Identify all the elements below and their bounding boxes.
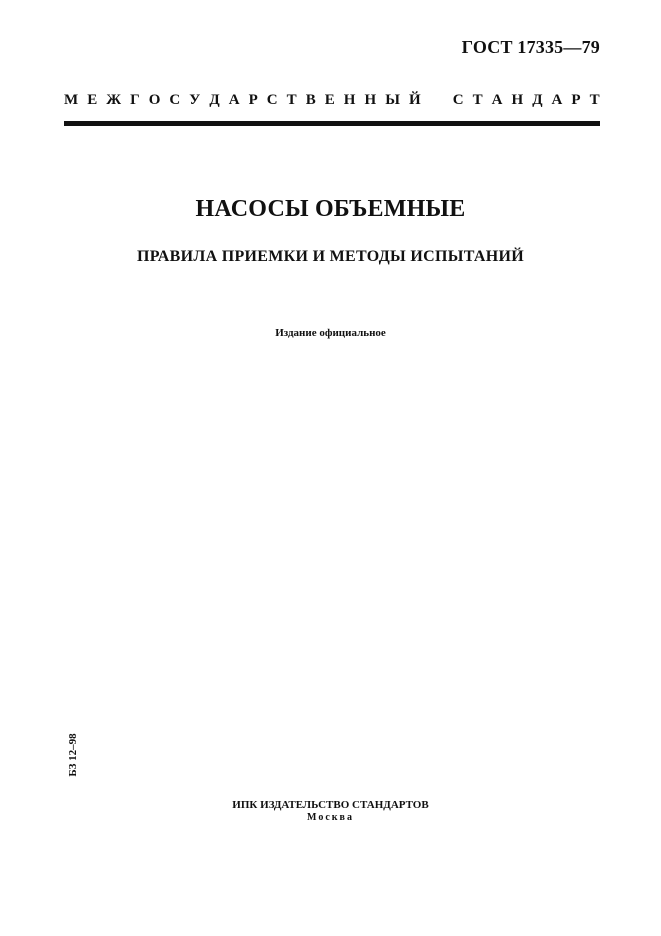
heading-letter: Т: [589, 92, 600, 108]
heading-letter: Р: [248, 92, 258, 108]
heading-letter: А: [551, 92, 563, 108]
heading-letter: Н: [343, 92, 356, 108]
heading-letter: Ж: [106, 92, 122, 108]
heading-letter: Е: [87, 92, 98, 108]
heading-letter: С: [266, 92, 278, 108]
edition-note: Издание официальное: [275, 327, 386, 339]
heading-letter: У: [189, 92, 201, 108]
heading-letter: Р: [571, 92, 581, 108]
document-number: ГОСТ 17335—79: [461, 37, 600, 57]
heading-letter: Г: [130, 92, 140, 108]
side-code: БЗ 12–98: [67, 733, 79, 777]
standard-type-heading: [64, 92, 600, 109]
heading-letter: Д: [532, 92, 543, 108]
heading-letter: Н: [511, 92, 524, 108]
heading-letter: В: [305, 92, 316, 108]
publisher-name: ИПК ИЗДАТЕЛЬСТВО СТАНДАРТОВ: [232, 799, 429, 811]
heading-letter: Д: [209, 92, 220, 108]
heading-letter: А: [491, 92, 503, 108]
heading-letter: О: [148, 92, 161, 108]
main-title: НАСОСЫ ОБЪЕМНЫЕ: [195, 196, 466, 222]
header-divider: [64, 121, 600, 126]
heading-letter: Й: [408, 92, 421, 108]
heading-letter: Н: [364, 92, 377, 108]
heading-letter: Е: [324, 92, 335, 108]
publisher-city: Москва: [307, 812, 354, 823]
heading-letter: С: [452, 92, 464, 108]
heading-letter: Ы: [385, 92, 400, 108]
heading-letter: А: [228, 92, 240, 108]
heading-letter: Т: [472, 92, 483, 108]
subtitle: ПРАВИЛА ПРИЕМКИ И МЕТОДЫ ИСПЫТАНИЙ: [137, 248, 524, 265]
word-gap: [430, 92, 444, 109]
heading-letter: С: [169, 92, 181, 108]
heading-letter: Т: [286, 92, 297, 108]
heading-letter: М: [64, 92, 79, 108]
